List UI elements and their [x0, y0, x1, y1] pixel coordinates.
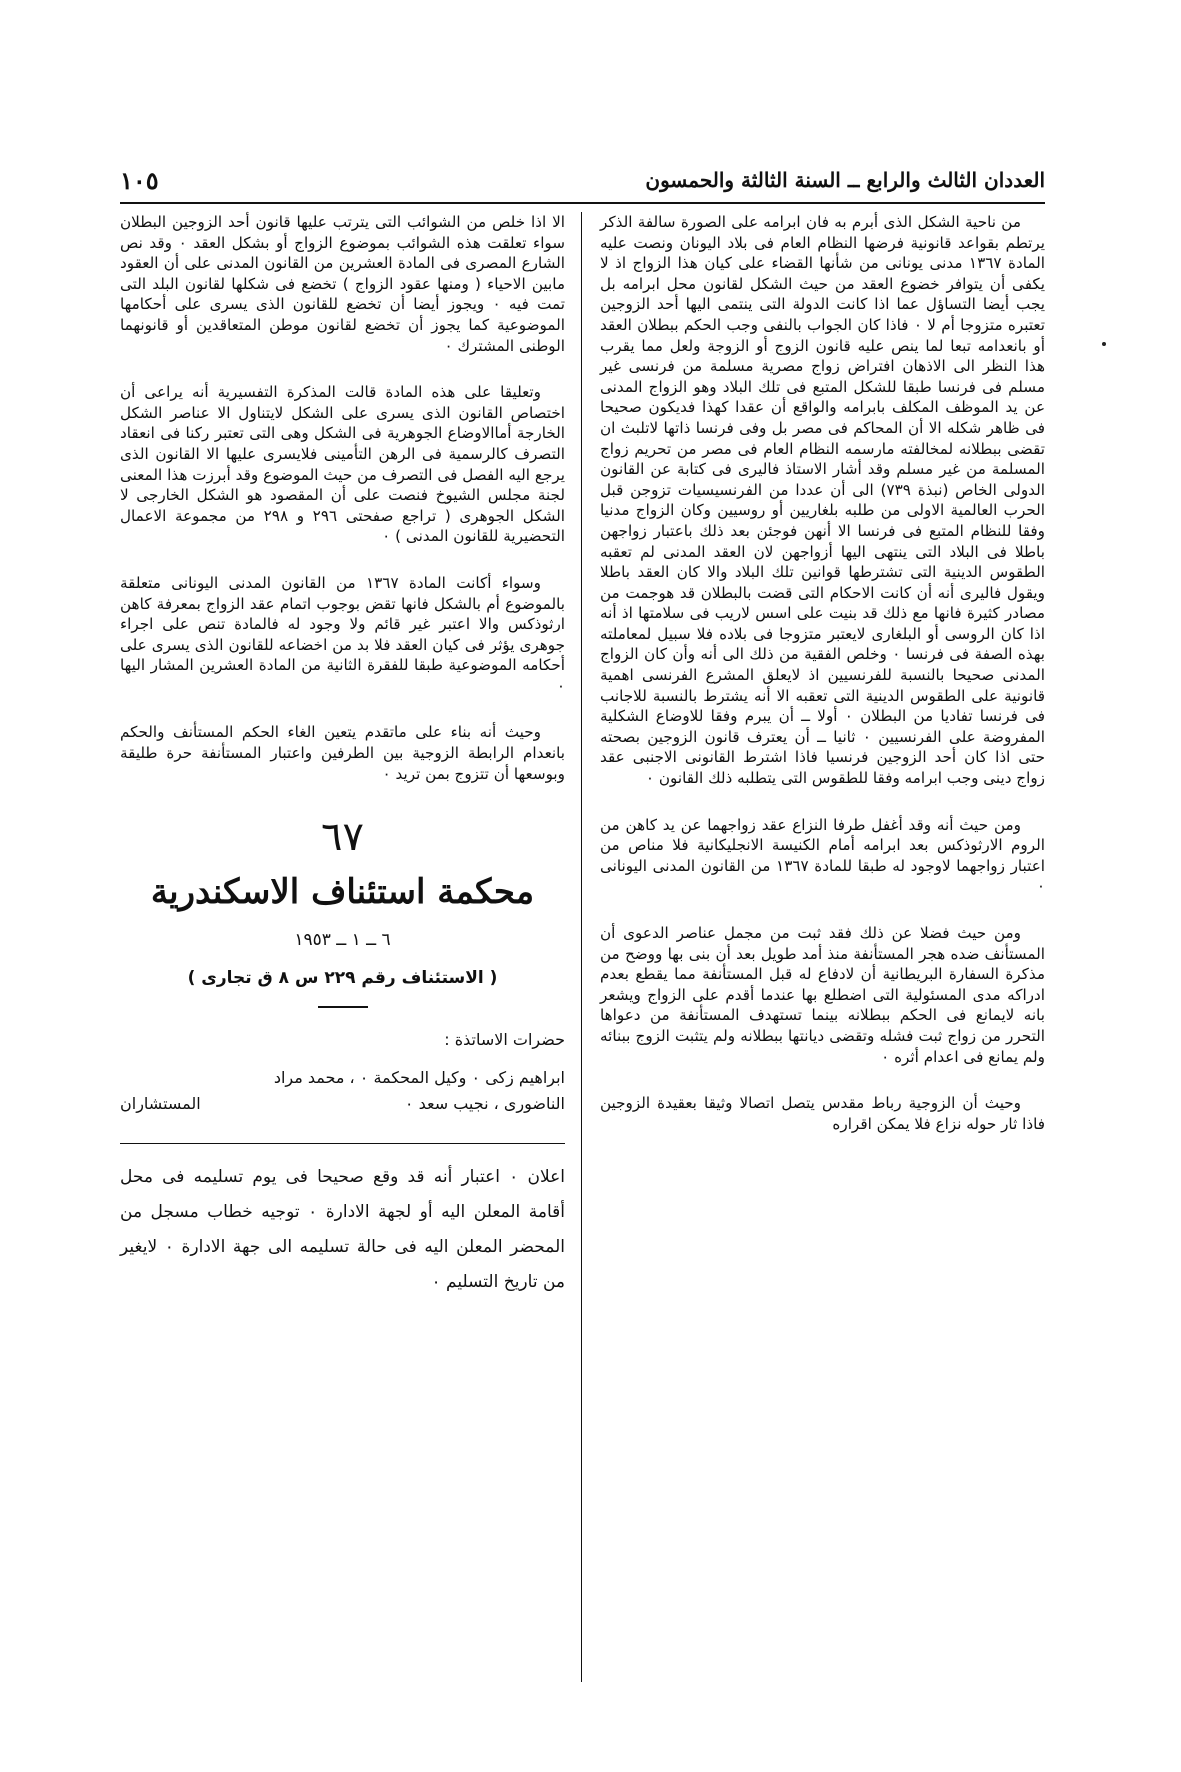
case-heading [120, 812, 565, 1008]
panel-line-2-role: المستشاران [120, 1093, 201, 1113]
right-column [600, 212, 1045, 1134]
court-name: محكمة استئناف الاسكندرية [150, 872, 535, 913]
panel-title: حضرات الاساتذة : [444, 1030, 565, 1050]
page-header [120, 160, 1045, 200]
left-paragraph-2: وتعليقا على هذه المادة قالت المذكرة التفسيرية أنه يراعى أن اختصاص القانون الذى يسرى على الشكل لايتناول الا عناصر الشكل الخارجة أماالاوضاع الجوهرية فى الشكل وهى التى تعتبر ركنا فى انعقاد التصرف كالرسمية فى الرهن التأمينى فلايسرى عليها الا القانون الذى يرجع اليه الفصل فى التصرف من حيث الموضوع وقد أبرزت هذا المعنى لجنة مجلس الشيوخ فنصت على أن المقصود هو الشكل الخارجى لا الشكل الجوهرى ( تراجع صفحتى ٢٩٦ و ٢٩٨ من مجموعة الاعمال التحضيرية للقانون المدنى ) ٠ [120, 383, 566, 546]
right-paragraph-4: وحيث أن الزوجية رباط مقدس يتصل اتصالا وثيقا بعقيدة الزوجين فاذا ثار حوله نزاع فلا يمكن اقراره [600, 1094, 1045, 1133]
left-paragraph-1: الا اذا خلص من الشوائب التى يترتب عليها قانون أحد الزوجين البطلان سواء تعلقت هذه الشوائب بموضوع الزواج أو بشكل العقد ٠ وقد نص الشارع المصرى فى المادة العشرين من القانون المدنى على أن العقود مابين الاحياء ( ومنها عقود الزواج ) تخضع فى شكلها لقانون البلد التى تمت فيه ٠ ويجوز أيضا أن تخضع للقانون الذى يسرى على أحكامها الموضوعية كما يجوز أن تخضع لقانون موطن المتعاقدين أو قانونهما الوطنى المشترك ٠ [120, 213, 565, 355]
header-rule [120, 202, 1045, 204]
panel-rule [120, 1143, 565, 1144]
case-heading-rule [318, 1006, 368, 1008]
panel-line-2 [120, 1091, 565, 1117]
panel-line-1: ابراهيم زكى ٠ وكيل المحكمة ٠ ، محمد مراد [273, 1067, 565, 1087]
left-column [120, 212, 565, 1300]
margin-speck [1102, 342, 1106, 346]
running-title: العددان الثالث والرابع ــ السنة الثالثة والحمسون [645, 168, 1045, 192]
headnote: اعلان ٠ اعتبار أنه قد وقع صحيحا فى يوم تسليمه فى محل أقامة المعلن اليه أو لجهة الادارة ٠ توجيه خطاب مسجل من المحضر المعلن اليه فى حالة تسليمه الى جهة الادارة ٠ لايغير من تاريخ التسليم ٠ [120, 1166, 566, 1292]
page-number: ١٠٥ [120, 165, 159, 195]
column-divider [581, 212, 582, 1682]
panel-line-2-names: الناضورى ، نجيب سعد ٠ [404, 1093, 565, 1113]
panel-members [120, 1065, 565, 1117]
case-number: ٦٧ [321, 814, 364, 861]
left-paragraph-3: وسواء أكانت المادة ١٣٦٧ من القانون المدنى اليونانى متعلقة بالموضوع أم بالشكل فانها تقض بوجوب اتمام عقد الزواج بمعرفة كاهن ارثوذكس والا اعتبر غير قائم ولا وجود له فالمادة تنص على اجراء جوهرى يؤثر فى كيان العقد فلا بد من اخضاعه للقانون الذى يسرى على أحكامه الموضوعية طبقا للفقرة الثانية من المادة العشرين المشار اليها ٠ [120, 573, 565, 695]
right-paragraph-2: ومن حيث أنه وقد أغفل طرفا النزاع عقد زواجهما عن يد كاهن من الروم الارثوذكس بعد ابرامه أمام الكنيسة الانجليكانية فلا مناص من اعتبار زواجهما لاوجود له طبقا للمادة ١٣٦٧ من القانون المدنى اليونانى ٠ [600, 815, 1045, 896]
right-paragraph-3: ومن حيث فضلا عن ذلك فقد ثبت من مجمل عناصر الدعوى أن المستأنف ضده هجر المستأنفة منذ أمد طويل بعد أن بنى بها ووضح من مذكرة السفارة البريطانية أن لادفاع له قبل المستأنفة مما يقطع بعدم ادراكه مدى المسئولية التى اضطلع بها عندما أقدم على الزواج ويشعر بانه لايمانع فى الحكم ببطلانه بينما تستهدف المستأنفة من دعواها التحرر من زواج ثبت فشله وتقضى ديانتها ببطلانه ولم يتثبت الزوج ببنائه ولم يمانع فى اعدام أثره ٠ [600, 924, 1045, 1066]
document-page [120, 140, 1045, 1720]
case-reference: ( الاستئناف رقم ٢٢٩ س ٨ ق تجارى ) [187, 968, 498, 989]
left-paragraph-4: وحيث أنه بناء على ماتقدم يتعين الغاء الحكم المستأنف والحكم بانعدام الرابطة الزوجية بين الطرفين واعتبار المستأنفة حرة طليقة وبوسعها أن تتزوج بمن تريد ٠ [120, 723, 565, 783]
right-paragraph-1: من ناحية الشكل الذى أبرم به فان ابرامه على الصورة سالفة الذكر يرتطم بقواعد قانونية فرضها النظام العام فى بلاد اليونان ونصت عليه المادة ١٣٦٧ مدنى يونانى من شأنها القضاء على كيان هذا الزواج اذ لا يكفى أن يتوافر خضوع العقد من حيث الشكل لقانون محل ابرامه بل يجب أيضا التساؤل عما اذا كانت الدولة التى ينتمى اليها أحد الزوجين تعتبره متزوجا أم لا ٠ فاذا كان الجواب بالنفى وجب الحكم ببطلان العقد أو بانعدامه تبعا لما ينص عليه قانون الزوج أو الزوجة ولعل مما يقرب هذا النظر الى الاذهان افتراض زواج مصرية مسلمة من فرنسى غير مسلم فى فرنسا طبقا للشكل المتبع فى تلك البلاد وهو الزواج المدنى عن يد الموظف المكلف بابرامه والواقع أن عقدا كهذا فديكون صحيحا فى ظاهر شكله الا أن المحاكم فى مصر بل وفى فرنسا ذاتها لاتلبث ان تقضى ببطلانه لمخالفته مارسمه النظام العام فى مصر من تحريم زواج المسلمة من غير مسلم وقد أشار الاستاذ فاليرى فى كتابة عن القانون الدولى الخاص (نبذة ٧٣٩) الى أن عددا من الفرنسيسيات تزوجن قبل الحرب العالمية الاولى من طلبه بلغاريين أو روسيين وكان الزواج مدنيا وفقا للنظام المتبع فى فرنسا الا أنهن فوجئن بعد ذلك باعتبار زواجهن باطلا فى البلاد التى ينتهى اليها أزواجهن لان العقد المدنى لم تعقبه الطقوس الدينية التى تشترطها قوانين تلك البلاد والا كان العقد باطلا ويقول فاليرى أنه أن كانت الاحكام التى قضت بالبطلان قد هوجمت من مصادر كثيرة فانها مع ذلك قد بنيت على اسس لاريب فى سلامتها اذ أنه اذا كان الروسى أو البلغارى لايعتبر متزوجا فى بلاده فلا سبيل لمعاملته بهذه الصفة فى فرنسا ٠ وخلص الفقية من ذلك الى أنه وأن كان الزواج المدنى صحيحا بالنسبة للفرنسيين اذ لايعلق المشرع الفرنسى اهمية قانونية على الطقوس الدينية التى تعقبه الا أنه يشترط بالنسبة للاجانب فى فرنسا تفاديا من البطلان ٠ أولا ــ أن يبرم وفقا للاوضاع الشكلية المفروضة على الفرنسيين ٠ ثانيا ــ أن يعترف قانون الزوجين بصحته حتى اذا كان أحد الزوجين فرنسيا فاذا اشترط القانونى الاجنبى عقد زواج دينى وجب ابرامه وفقا للطقوس التى يتطلبه ذلك القانون ٠ [600, 213, 1046, 788]
case-date: ٦ ــ ١ ــ ١٩٥٣ [294, 930, 391, 951]
